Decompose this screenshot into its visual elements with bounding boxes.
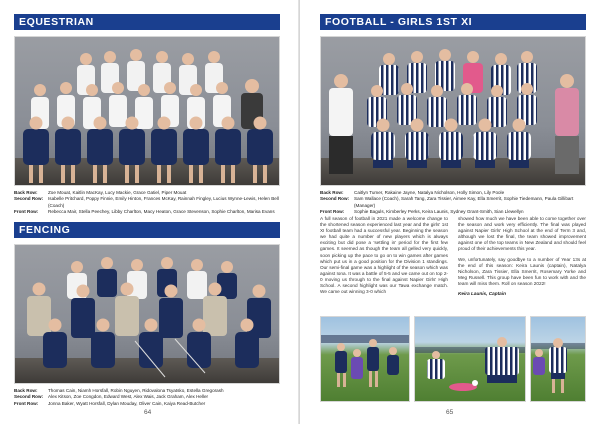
fencing-group-figures [15, 245, 280, 384]
caption-row: Back Row: Caitlyn Tumer, Rakaine Jayne, Natalya Nicholson, Holly Simon, Lily Poole [320, 190, 505, 195]
page-number-right: 65 [446, 409, 454, 416]
equestrian-group-figures [15, 37, 280, 186]
report-paragraph: We, unfortunately, say goodbye to a number of Year 13s at the end of this season: Keira Launis (captain), Natalya Nicholson, Zara Tissier, Ella Smerrit, Rosemary Yorke and Meg Russell. This group have been fun to work with and the team will miss them. Roll on season 2022! [458, 256, 586, 286]
football-heading: FOOTBALL - GIRLS 1ST XI [320, 14, 586, 30]
action-photo-1-figures [321, 317, 410, 402]
equestrian-heading: EQUESTRIAN [14, 14, 280, 30]
report-paragraph: A full season of football in 2021 made a welcome change to the shortened season experienced last year and the girls' 1st XI football team had a successful year. Beginning the season we had quite a number of new players which is always exciting but did pose a 'settling in' period for the first few games. It seemed as though the team all gelled very quickly, soon picking up the pace to go on to win games after games which put us in a good position for the Division 1 standings. Our semi-final game was a highlight of the season which was against Iona. It was a battle of 5-5 and we came out on top 2-0 moving us through to the final against Napier Girls' High School. A second highlight was our Tawa exchange match. We came out winning 3-0 which [320, 216, 448, 295]
action-photo-2-figures [415, 317, 526, 402]
equestrian-caption [14, 190, 280, 216]
action-photo-3 [530, 316, 586, 402]
fencing-caption [14, 388, 280, 407]
caption-row: Back Row: Thomas Cain, Niamh Horsfall, Robin Nguyen, Ridovalona Tsyatsko, Estella Gregorash [14, 388, 224, 393]
fencing-team-photo [14, 244, 280, 384]
action-photo-2 [414, 316, 526, 402]
action-photo-3-figures [531, 317, 586, 402]
caption-row: Front Row: Rebecca Mair, Stella Peechey, Libby Charlton, Macy Heaton, Grace Stevenson, Sophie Charlton, Marisa Evans [14, 209, 275, 215]
caption-row: Front Row: Sophie Baguls, Kimberley Perks, Keira Launis, Sydney Grant-Smith, Sian Llewellyn [320, 209, 524, 215]
right-page [300, 0, 600, 424]
fencing-heading: FENCING [14, 222, 280, 238]
caption-row: Front Row: Jonna Baker, Wyatt Horsfall, Dylan Mouday, Oliver Cain, Kaiya Read-Butcher [14, 400, 206, 406]
football-group-figures [321, 37, 586, 186]
caption-row: Second Row: Isabelle Pritchard, Poppy Finnie, Emily Hinton, Frances McKay, Rainnah Fingley, Lucius Wynne-Lewis, Helen Bell (Coach) [14, 196, 279, 208]
action-photo-1 [320, 316, 410, 402]
report-paragraph: showed how much we have been able to come together over the season and work very efficiently. The final was played against Napier Girls' High School at the end of Term 3 and, although we lost the final, the team showed improvement against one of the top teams in New Zealand and should feel proud of their achievements this year. [458, 216, 586, 252]
report-column-2 [458, 216, 586, 301]
report-column-1 [320, 216, 448, 299]
football-team-photo [320, 36, 586, 186]
caption-row: Back Row: Zoe Mouat, Kaitlin MacKay, Lucy Mackie, Grace Gatiel, Piper Mouat [14, 190, 187, 195]
football-caption [320, 190, 586, 216]
equestrian-team-photo [14, 36, 280, 186]
caption-row: Second Row: Sam Wallace (Coach), Sarah Tang, Zara Tissier, Aimee Kay, Ella Smerrit, Sophie Tiedemann, Paula Gillibart (Manager) [320, 196, 574, 208]
page-number-left: 64 [144, 409, 152, 416]
caption-row: Second Row: Alex Kitson, Zoe Congdon, Edward West, Alex Wais, Jack Graham, Alex Heller [14, 394, 209, 400]
report-signature: Keira Launis, Captain [458, 291, 506, 297]
